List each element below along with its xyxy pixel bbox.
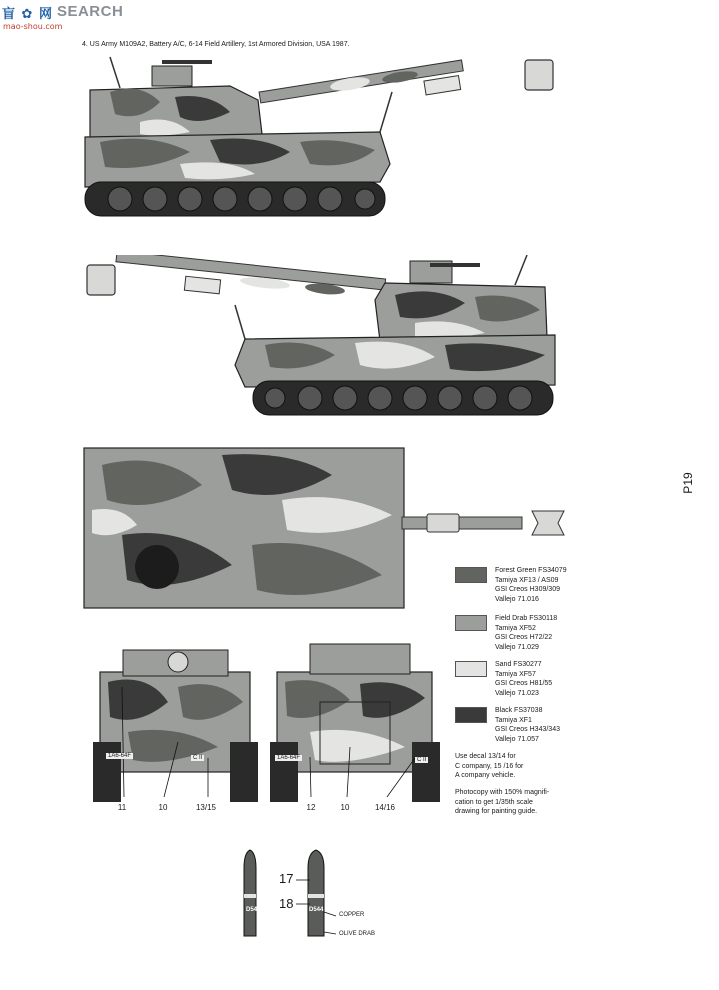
side-view-right	[80, 52, 570, 227]
plate-left: 1A6-64F	[108, 753, 132, 759]
legend-swatch	[455, 615, 487, 631]
side-view-left	[85, 255, 575, 425]
legend-line: GSI Creos H72/22	[495, 634, 553, 641]
gun-barrel	[402, 517, 522, 529]
road-wheel	[265, 388, 285, 408]
road-wheel	[333, 386, 357, 410]
muzzle-brake	[525, 60, 553, 90]
muzzle-brake	[87, 265, 115, 295]
road-wheel	[508, 386, 532, 410]
machine-gun	[430, 263, 480, 267]
watermark-search: SEARCH	[56, 3, 124, 20]
note-line: A company vehicle.	[455, 772, 516, 779]
note-line: C company, 15 /16 for	[455, 762, 524, 770]
leader-line	[324, 932, 336, 934]
callout-12: 12	[306, 803, 316, 812]
legend-line: Tamiya XF57	[495, 670, 536, 678]
road-wheel	[473, 386, 497, 410]
commander-hatch	[135, 545, 179, 589]
decal-note	[455, 752, 605, 781]
legend-line: GSI Creos H81/55	[495, 680, 553, 687]
legend-line: Vallejo 71.016	[495, 595, 539, 603]
legend-forest-green	[455, 566, 615, 604]
road-wheel	[318, 187, 342, 211]
legend-swatch	[455, 567, 487, 583]
road-wheel	[368, 386, 392, 410]
legend-line: Black FS37038	[495, 707, 543, 714]
road-wheel	[108, 187, 132, 211]
legend-swatch	[455, 707, 487, 723]
road-wheel	[438, 386, 462, 410]
legend-line: Sand FS30277	[495, 661, 542, 668]
callout-13-15: 13/15	[195, 803, 217, 812]
shell-right	[308, 850, 324, 936]
plate-right: C II	[193, 755, 203, 761]
right-track	[412, 742, 440, 802]
plate-left: 1A6-64F	[277, 755, 301, 761]
antenna	[110, 57, 120, 88]
legend-line: Vallejo 71.057	[495, 735, 539, 743]
note-line: drawing for painting guide.	[455, 808, 538, 815]
front-view	[88, 632, 263, 812]
road-wheel	[143, 187, 167, 211]
shell-left	[244, 850, 256, 936]
bore-evacuator	[427, 514, 459, 532]
machine-gun	[162, 60, 212, 64]
shell-band	[308, 894, 324, 898]
leader-line	[324, 912, 336, 916]
shell-band	[244, 894, 256, 898]
travel-lock	[380, 92, 392, 132]
legend-line: Forest Green FS34079	[495, 567, 567, 574]
legend-line: GSI Creos H343/343	[495, 726, 560, 733]
rear-view	[265, 632, 445, 812]
shell-number-18: 18	[279, 896, 294, 911]
road-wheel	[403, 386, 427, 410]
antenna	[515, 255, 527, 285]
plate-right: C II	[417, 757, 427, 763]
legend-line: Tamiya XF1	[495, 716, 532, 724]
road-wheel	[298, 386, 322, 410]
road-wheel	[248, 187, 272, 211]
watermark-logo: 盲 ✿ 网	[2, 7, 53, 22]
road-wheel	[283, 187, 307, 211]
gun-muzzle	[168, 652, 188, 672]
legend-line: Vallejo 71.023	[495, 689, 539, 697]
label-olive-drab: OLIVE DRAB	[339, 931, 376, 937]
legend-line: GSI Creos H309/309	[495, 586, 560, 593]
bore-evacuator	[184, 276, 220, 294]
callout-11: 11	[117, 803, 127, 812]
page-number: P19	[681, 472, 695, 494]
note-line: Use decal 13/14 for	[455, 753, 516, 760]
shell-code-left: D544	[246, 907, 261, 913]
legend-field-drab	[455, 614, 615, 652]
legend-line: Vallejo 71.029	[495, 643, 539, 651]
cupola	[152, 66, 192, 86]
legend-line: Tamiya XF52	[495, 624, 536, 632]
left-track	[93, 742, 121, 802]
page-caption: 4. US Army M109A2, Battery A/C, 6-14 Field Artillery, 1st Armored Division, USA 1987.	[82, 41, 350, 48]
shell-code-right: D544	[309, 907, 324, 913]
shell-number-17: 17	[279, 871, 294, 886]
travel-lock	[235, 305, 245, 339]
callout-10: 10	[340, 803, 350, 812]
road-wheel	[355, 189, 375, 209]
right-track	[230, 742, 258, 802]
legend-swatch	[455, 661, 487, 677]
callout-10: 10	[158, 803, 168, 812]
legend-line: Tamiya XF13 / AS09	[495, 576, 559, 584]
road-wheel	[178, 187, 202, 211]
watermark-site: mao-shou.com	[3, 22, 63, 31]
note-line: Photocopy with 150% magnifi-	[455, 789, 550, 796]
legend-line: Field Drab FS30118	[495, 615, 558, 622]
photocopy-note	[455, 788, 605, 817]
watermark	[2, 3, 123, 22]
bore-evacuator	[424, 76, 461, 95]
road-wheel	[213, 187, 237, 211]
muzzle-brake	[532, 511, 564, 535]
callout-14-16: 14/16	[374, 803, 396, 812]
legend-sand	[455, 660, 615, 698]
note-line: cation to get 1/35th scale	[455, 798, 533, 806]
legend-black	[455, 706, 615, 744]
label-copper: COPPER	[339, 912, 365, 918]
left-track	[270, 742, 298, 802]
turret-rear	[310, 644, 410, 674]
